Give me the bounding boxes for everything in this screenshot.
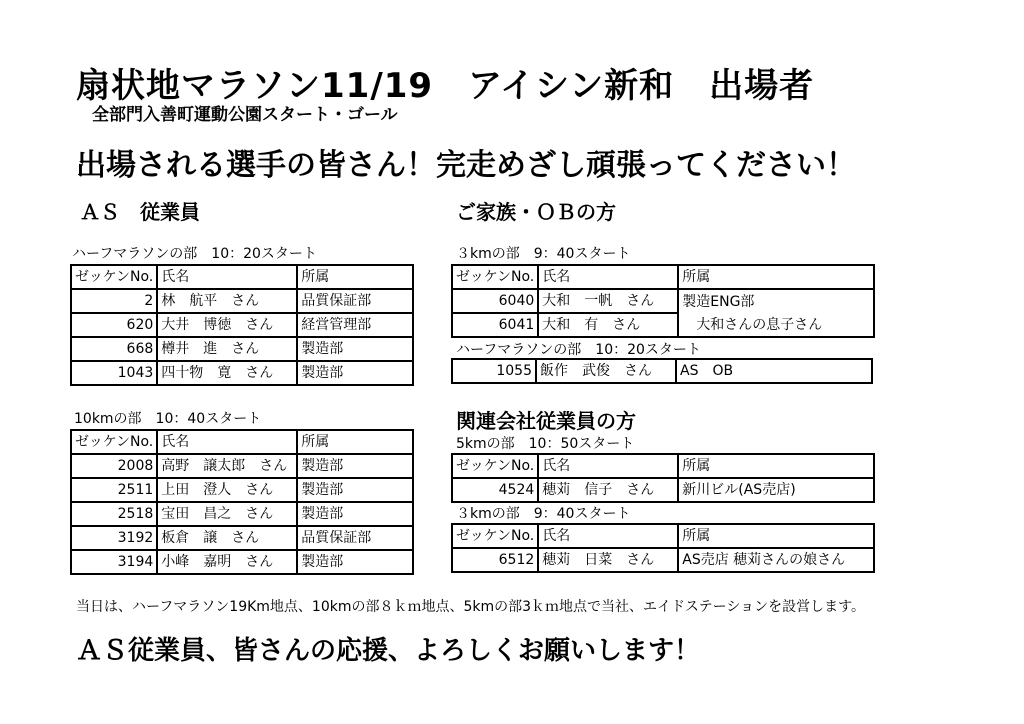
runner-name: 大和 一帆 さん — [538, 289, 678, 313]
runner-name: 穂苅 信子 さん — [538, 478, 678, 502]
bib-number: 2 — [71, 289, 157, 313]
header-dept: 所属 — [297, 265, 413, 289]
header-name: 氏名 — [538, 265, 678, 289]
table-row — [71, 361, 413, 385]
cheer-message: ＡＳ従業員、皆さんの応援、よろしくお願いします！ — [76, 636, 701, 666]
runner-name: 小峰 嘉明 さん — [157, 550, 297, 574]
table-header-row — [71, 265, 413, 289]
header-bib: ゼッケンNo. — [452, 454, 538, 478]
runner-name: 四十物 寛 さん — [157, 361, 297, 385]
runner-dept: 製造部 — [297, 337, 413, 361]
table-row — [71, 289, 413, 313]
table-header-row — [452, 454, 874, 478]
affiliate-3km-caption: ３kmの部 9：40スタート — [456, 506, 631, 522]
bib-number: 6512 — [452, 548, 538, 572]
bib-number: 6040 — [452, 289, 538, 313]
header-name: 氏名 — [157, 265, 297, 289]
as-10km-caption: 10kmの部 10：40スタート — [74, 411, 262, 427]
runner-name: 上田 澄人 さん — [157, 478, 297, 502]
table-row — [71, 337, 413, 361]
runner-dept: 製造部 — [297, 550, 413, 574]
runner-name: 樽井 進 さん — [157, 337, 297, 361]
runner-name: 飯作 武俊 さん — [536, 359, 676, 383]
runner-dept: 品質保証部 — [297, 289, 413, 313]
header-bib: ゼッケンNo. — [452, 524, 538, 548]
table-header-row — [452, 524, 874, 548]
bib-number: 3194 — [71, 550, 157, 574]
as-section-heading: ＡＳ 従業員 — [80, 200, 200, 224]
header-bib: ゼッケンNo. — [452, 265, 538, 289]
runner-name: 大和 有 さん — [538, 313, 678, 337]
as-half-caption: ハーフマラソンの部 10：20スタート — [72, 246, 317, 262]
header-dept: 所属 — [678, 265, 874, 289]
aid-station-note: 当日は、ハーフマラソン19Km地点、10kmの部８ｋｍ地点、5kmの部3ｋｍ地点で当社、エイドステーションを設営します。 — [76, 599, 865, 615]
affiliate-5km-table — [451, 453, 875, 503]
bib-number: 6041 — [452, 313, 538, 337]
page-title: 扇状地マラソン11/19 アイシン新和 出場者 — [76, 66, 815, 106]
table-row — [71, 502, 413, 526]
header-bib: ゼッケンNo. — [71, 265, 157, 289]
table-row — [452, 289, 874, 313]
page-subtitle: 全部門入善町運動公園スタート・ゴール — [92, 105, 398, 125]
runner-dept: 製造ENG部 — [678, 289, 874, 313]
affiliate-section-heading: 関連会社従業員の方 — [456, 409, 636, 433]
table-row — [71, 313, 413, 337]
runner-dept: 経営管理部 — [297, 313, 413, 337]
family-half-caption: ハーフマラソンの部 10：20スタート — [456, 342, 701, 358]
affiliate-5km-caption: 5kmの部 10：50スタート — [456, 436, 635, 452]
runner-dept: AS売店 穂苅さんの娘さん — [678, 548, 874, 572]
runner-dept: AS OB — [676, 359, 872, 383]
family-3km-table — [451, 264, 875, 338]
table-row — [71, 550, 413, 574]
header-name: 氏名 — [538, 524, 678, 548]
runner-name: 大井 博徳 さん — [157, 313, 297, 337]
bib-number: 1055 — [452, 359, 536, 383]
bib-number: 668 — [71, 337, 157, 361]
as-10km-table — [70, 429, 414, 575]
table-row — [71, 478, 413, 502]
runner-name: 林 航平 さん — [157, 289, 297, 313]
runner-name: 高野 譲太郎 さん — [157, 454, 297, 478]
runner-dept: 大和さんの息子さん — [678, 313, 874, 337]
bib-number: 3192 — [71, 526, 157, 550]
header-dept: 所属 — [297, 430, 413, 454]
family-3km-caption: ３kmの部 9：40スタート — [456, 246, 631, 262]
bib-number: 2518 — [71, 502, 157, 526]
runner-name: 穂苅 日菜 さん — [538, 548, 678, 572]
runner-dept: 製造部 — [297, 478, 413, 502]
header-name: 氏名 — [538, 454, 678, 478]
runner-dept: 製造部 — [297, 502, 413, 526]
header-name: 氏名 — [157, 430, 297, 454]
bib-number: 620 — [71, 313, 157, 337]
table-row — [452, 478, 874, 502]
family-half-table — [451, 358, 873, 384]
table-header-row — [452, 265, 874, 289]
bib-number: 1043 — [71, 361, 157, 385]
as-half-table — [70, 264, 414, 386]
affiliate-3km-table — [451, 523, 875, 573]
runner-dept: 新川ビル(AS売店) — [678, 478, 874, 502]
header-bib: ゼッケンNo. — [71, 430, 157, 454]
table-header-row — [71, 430, 413, 454]
table-row — [71, 526, 413, 550]
family-section-heading: ご家族・ＯＢの方 — [456, 200, 616, 224]
bib-number: 4524 — [452, 478, 538, 502]
header-dept: 所属 — [678, 524, 874, 548]
table-row — [452, 359, 872, 383]
table-row — [71, 454, 413, 478]
runner-name: 宝田 昌之 さん — [157, 502, 297, 526]
runner-dept: 製造部 — [297, 454, 413, 478]
bib-number: 2511 — [71, 478, 157, 502]
table-row — [452, 548, 874, 572]
encouragement-message: 出場される選手の皆さん！完走めざし頑張ってください！ — [76, 148, 856, 183]
runner-dept: 製造部 — [297, 361, 413, 385]
runner-name: 板倉 譲 さん — [157, 526, 297, 550]
header-dept: 所属 — [678, 454, 874, 478]
bib-number: 2008 — [71, 454, 157, 478]
runner-dept: 品質保証部 — [297, 526, 413, 550]
table-row — [452, 313, 874, 337]
